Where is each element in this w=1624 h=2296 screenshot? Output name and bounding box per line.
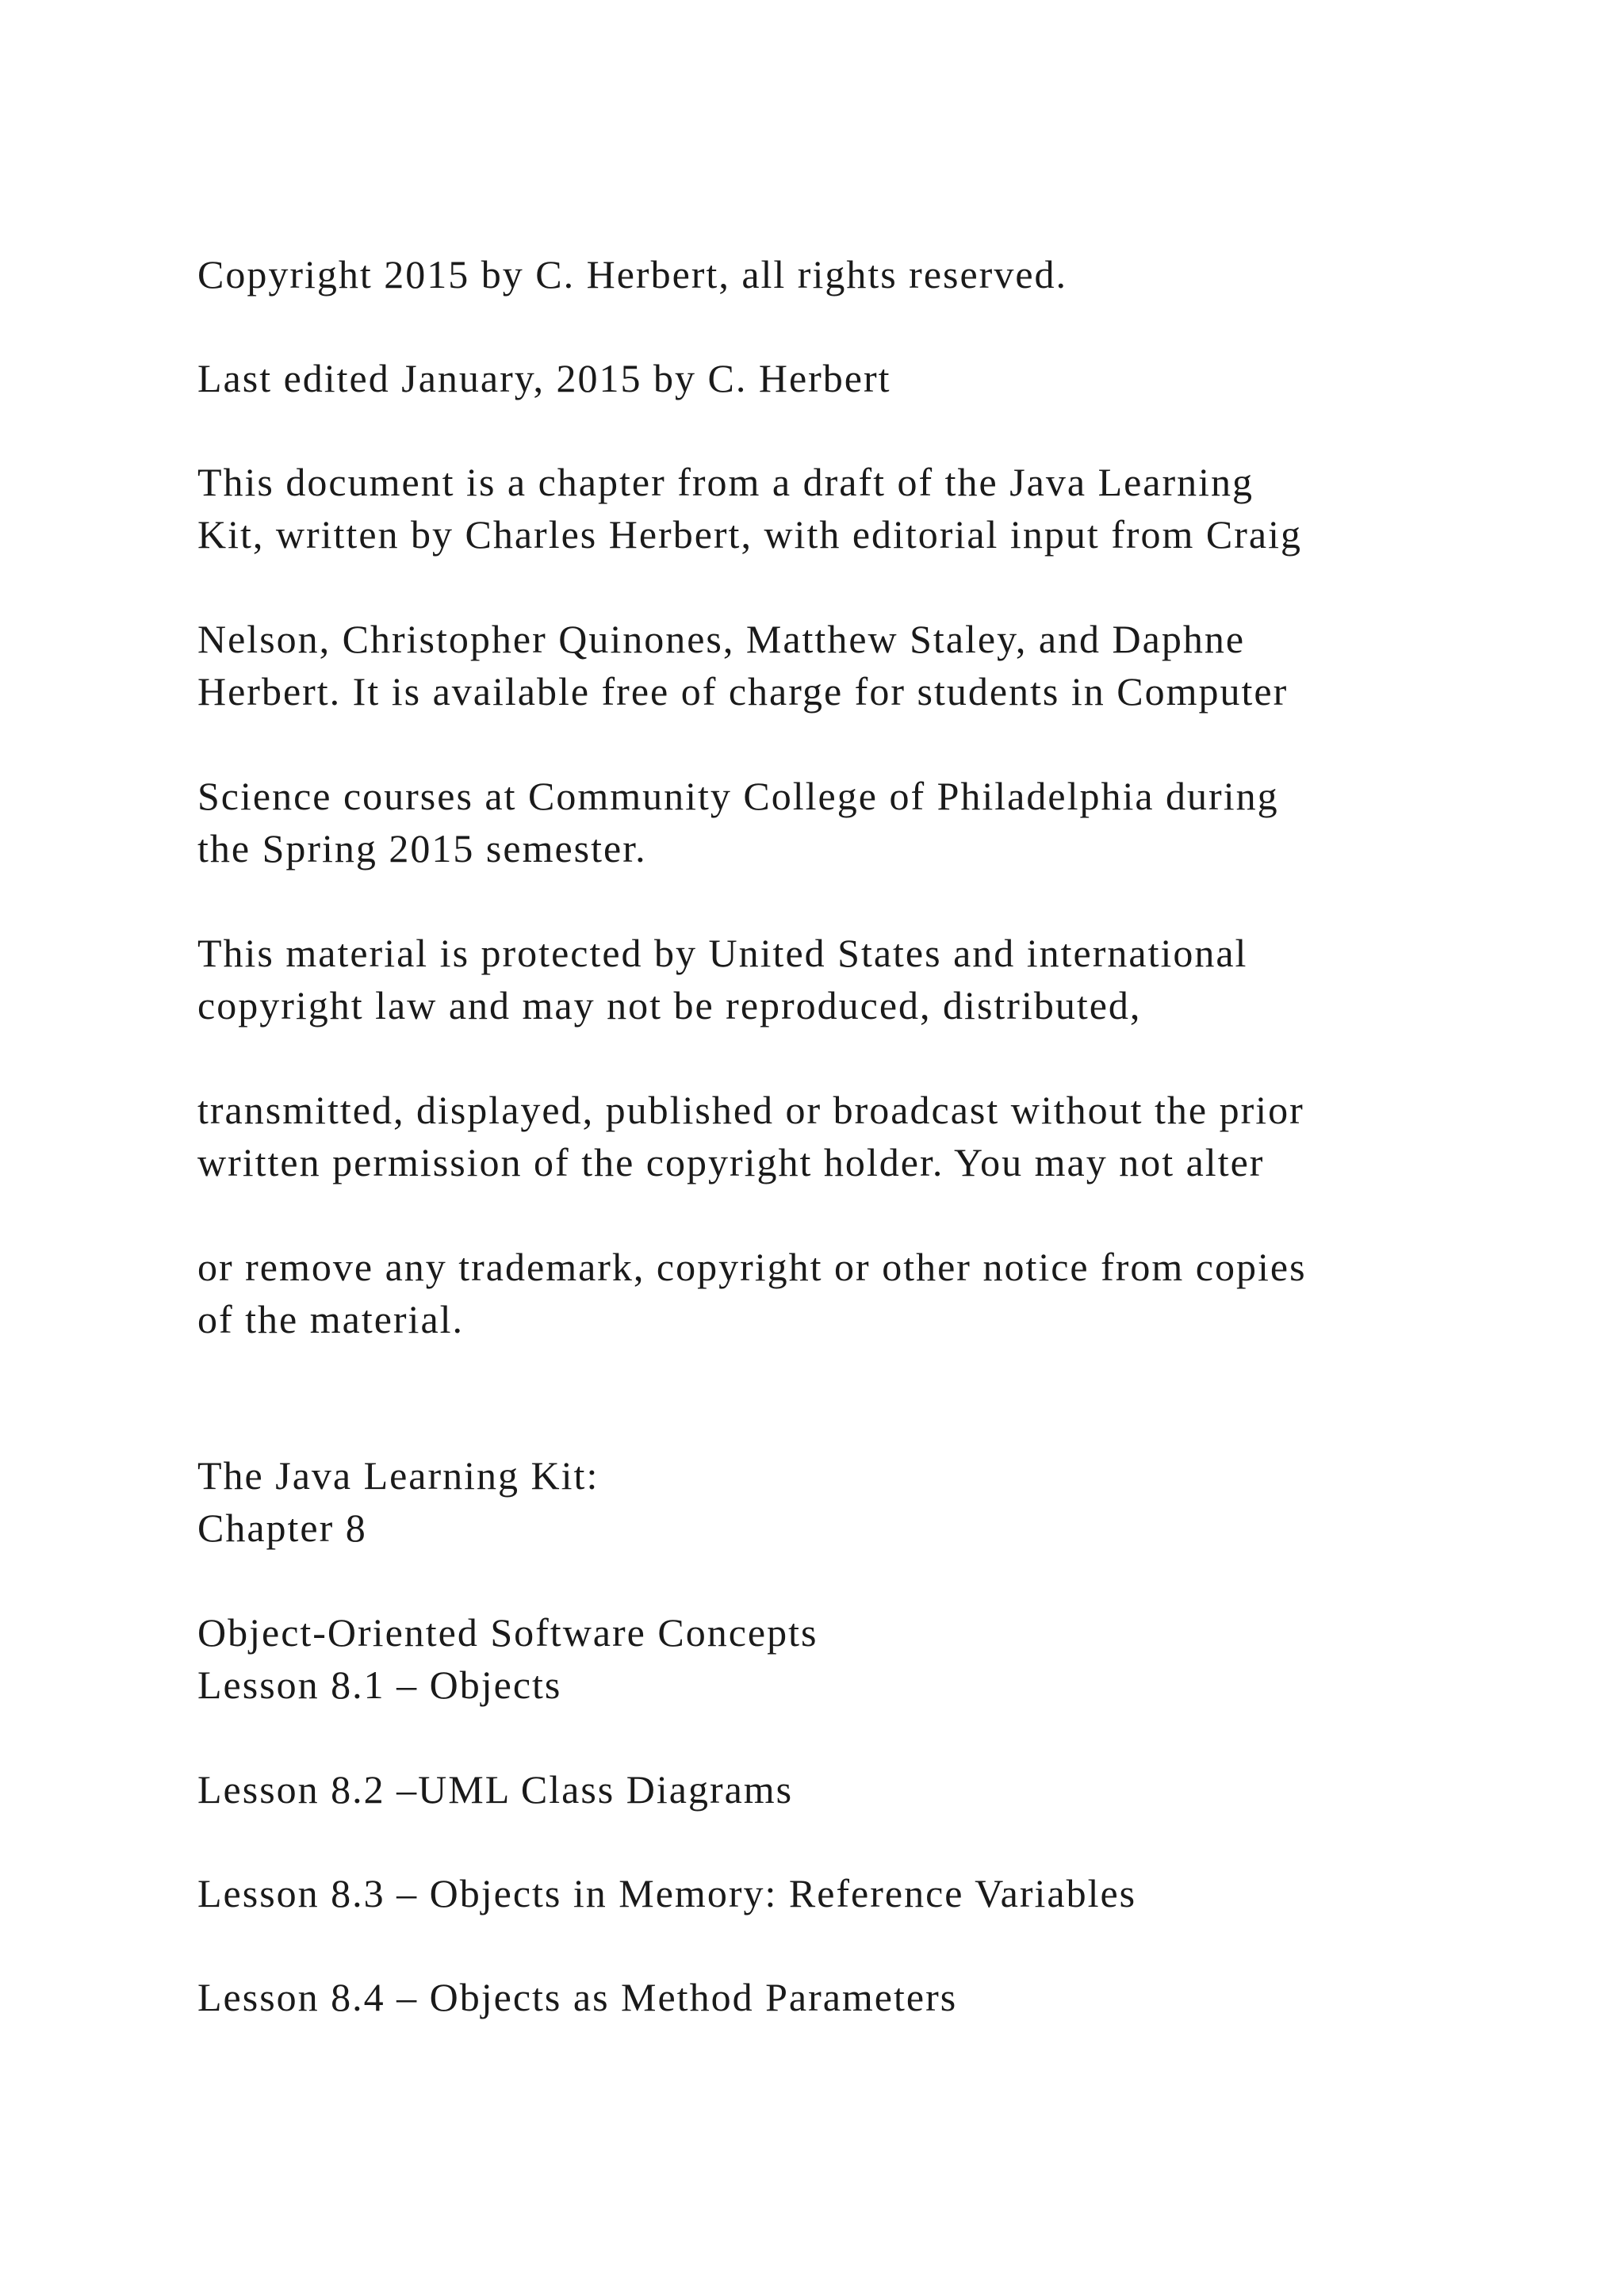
paragraph-permission: [197, 1084, 1545, 1188]
text-line: Science courses at Community College of Philadelphia during: [197, 774, 1279, 818]
chapter-number: Chapter 8: [197, 1506, 367, 1550]
paragraph-copyright-protection: [197, 927, 1545, 1031]
lesson-entry: [197, 1867, 1545, 1919]
paragraph-editorial-credits: [197, 613, 1545, 718]
last-edited-note: [197, 352, 1545, 404]
lesson-item: Lesson 8.4 – Objects as Method Parameters: [197, 1975, 958, 2019]
text-line: or remove any trademark, copyright or other notice from copies: [197, 1245, 1307, 1289]
text-line: the Spring 2015 semester.: [197, 826, 647, 871]
copyright-notice: [197, 248, 1545, 300]
kit-title: [197, 1449, 1545, 1554]
lesson-item: Lesson 8.1 – Objects: [197, 1663, 562, 1707]
paragraph-trademark-notice: [197, 1241, 1545, 1345]
lesson-entry: [197, 1971, 1545, 2023]
text-line: Herbert. It is available free of charge for students in Computer: [197, 669, 1289, 714]
text-line: This document is a chapter from a draft of the Java Learning: [197, 460, 1254, 504]
text-line: written permission of the copyright holder. You may not alter: [197, 1140, 1265, 1184]
text-line: transmitted, displayed, published or broadcast without the prior: [197, 1088, 1304, 1132]
text-line: This material is protected by United States and international: [197, 931, 1248, 975]
paragraph-document-description: [197, 456, 1545, 561]
kit-title-line: The Java Learning Kit:: [197, 1453, 599, 1498]
chapter-heading: [197, 1606, 1545, 1711]
text-line: copyright law and may not be reproduced, distributed,: [197, 983, 1142, 1027]
copyright-line: Copyright 2015 by C. Herbert, all rights reserved.: [197, 252, 1068, 297]
lesson-entry: [197, 1763, 1545, 1816]
chapter-title: Object-Oriented Software Concepts: [197, 1610, 818, 1655]
lesson-item: Lesson 8.2 –UML Class Diagrams: [197, 1767, 794, 1812]
text-line: of the material.: [197, 1297, 465, 1341]
last-edited-line: Last edited January, 2015 by C. Herbert: [197, 356, 891, 400]
lesson-item: Lesson 8.3 – Objects in Memory: Reference Variables: [197, 1871, 1137, 1915]
text-line: Nelson, Christopher Quinones, Matthew Staley, and Daphne: [197, 617, 1246, 661]
text-line: Kit, written by Charles Herbert, with editorial input from Craig: [197, 512, 1302, 557]
paragraph-availability: [197, 770, 1545, 874]
